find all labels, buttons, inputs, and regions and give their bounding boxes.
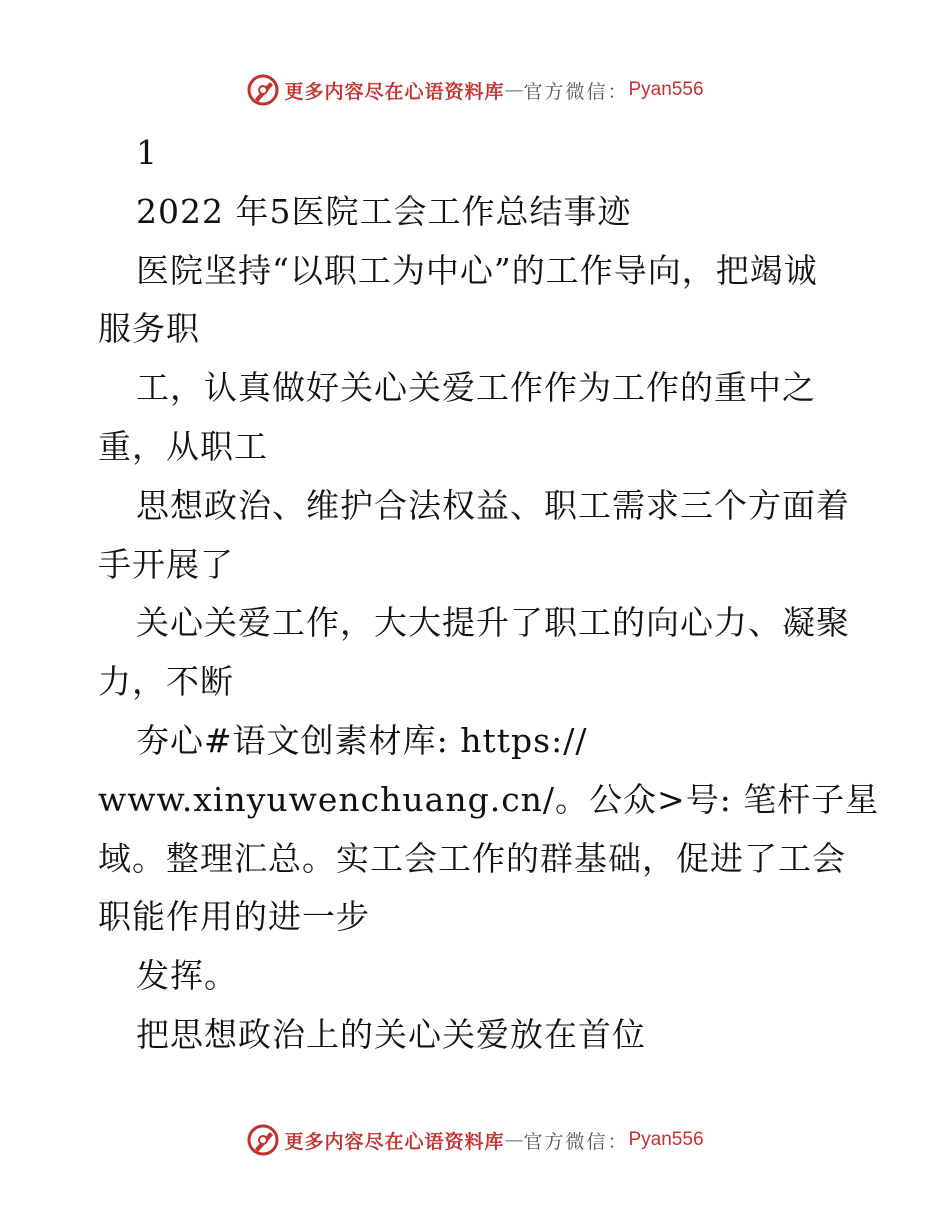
watermark-label: 官方微信： [523,80,629,103]
text-line: 思想政治、维护合法权益、职工需求三个方面着 [136,485,850,525]
watermark-label: 官方微信： [523,1130,629,1153]
text-line: 手开展了 [98,544,234,584]
watermark-separator: — [504,1129,524,1151]
page-number: 1 [136,133,158,172]
text-line: 把思想政治上的关心关爱放在首位 [136,1014,646,1054]
footer-watermark [0,1118,950,1162]
watermark-id: Pyan556 [628,79,704,100]
watermark-text: 更多内容尽在心语资料库 [284,80,505,103]
text-line: 域。整理汇总。实工会工作的群基础，促进了工会 [98,838,846,878]
text-line: 医院坚持“以职工为中心”的工作导向，把竭诚 [136,250,818,290]
header-watermark [0,68,950,112]
text-line: 关心关爱工作，大大提升了职工的向心力、凝聚 [136,603,850,643]
text-line: www.xinyuwenchuang.cn/。公众>号: 笔杆子星 [98,779,880,819]
text-line: 工，认真做好关心关爱工作作为工作的重中之 [136,368,816,408]
text-line: 发挥。 [136,956,238,996]
pen-logo-icon [246,1123,280,1157]
text-line: 职能作用的进一步 [98,897,370,937]
document-title: 2022 年5医院工会工作总结事迹 [136,191,632,231]
document-body [98,124,880,1065]
watermark-text: 更多内容尽在心语资料库 [284,1130,505,1153]
text-line: 力，不断 [98,662,234,702]
watermark-separator: — [504,79,524,101]
text-line: 夯心#语文创素材库: https:// [136,720,588,760]
text-line: 重，从职工 [98,426,268,466]
pen-logo-icon [246,73,280,107]
watermark-id: Pyan556 [628,1129,704,1150]
text-line: 服务职 [98,309,200,349]
